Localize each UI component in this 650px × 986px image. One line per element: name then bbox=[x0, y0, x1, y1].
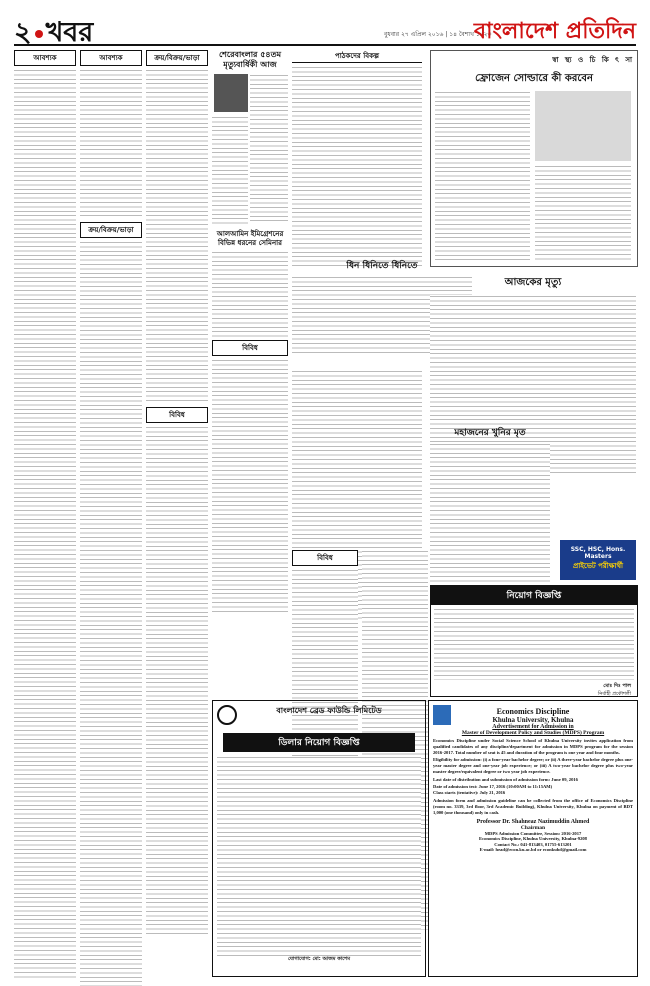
newspaper-logo: বাংলাদেশ প্রতিদিন bbox=[473, 18, 636, 44]
classified-text bbox=[146, 69, 208, 404]
red-dot-icon bbox=[35, 30, 43, 38]
feature-tabs: স্বা স্থ্য ও চি কি ৎ সা bbox=[552, 56, 634, 64]
shoulder-photo bbox=[535, 91, 631, 161]
page-date: বুধবার ২৭ এপ্রিল ২০১৬ | ১৪ বৈশাখ ১৪২৩ bbox=[384, 31, 492, 38]
classified-column-1 bbox=[14, 50, 76, 980]
classified-text bbox=[80, 241, 142, 986]
page-number: ২ খবর bbox=[14, 17, 94, 48]
obituary-text bbox=[212, 116, 248, 224]
obituary-title: শেরেবাংলার ৫৪তম মৃত্যুবার্ষিকী আজ bbox=[218, 50, 282, 69]
column-heading: আবশ্যক bbox=[80, 50, 142, 66]
company-logo-icon bbox=[217, 705, 237, 725]
column-heading: ক্রয়/বিক্রয়/ভাড়া bbox=[80, 222, 142, 238]
classified-text bbox=[14, 69, 76, 979]
job-ad: নিয়োগ বিজ্ঞপ্তি মোঃ দিঃ পাল নির্বাহী প্রকৌশলী bbox=[430, 585, 638, 697]
dealer-ad: বাংলাদেশ ব্রেড ফাউন্ডি লিমিটেড ডিলার নিয়োগ বিজ্ঞপ্তি যোগাযোগ: মো: আজম কাশেম bbox=[212, 700, 426, 977]
health-feature bbox=[430, 50, 638, 267]
news-story-4: আজকের মৃত্যু bbox=[430, 275, 636, 475]
news-story-2: ধিন ধিনিতে ধিনিতে bbox=[292, 258, 472, 368]
classified-column-3 bbox=[146, 50, 208, 930]
ssc-ad: SSC, HSC, Hons. Masters প্রাইভেট পরীক্ষার্থী bbox=[560, 540, 636, 580]
column-heading: বিবিধ bbox=[146, 407, 208, 423]
news-story-1: পাঠকদের বিকল্প bbox=[292, 50, 422, 270]
classified-column-2 bbox=[80, 50, 142, 980]
portrait-photo bbox=[214, 74, 248, 112]
column-heading: আবশ্যক bbox=[14, 50, 76, 66]
news-story-5: মহাজনের খুনির মৃত bbox=[430, 425, 550, 585]
page-header bbox=[14, 14, 636, 46]
classified-text bbox=[146, 426, 208, 936]
university-logo-icon bbox=[433, 705, 451, 725]
feature-title: ফ্রোজেন সোল্ডারে কী করবেন bbox=[475, 73, 593, 84]
obituary-text bbox=[250, 74, 288, 224]
classified-text bbox=[80, 69, 142, 219]
immigration-ad: আলআমিন ইমিগ্রেশনের বিভিন্ন ধরনের সেমিনার bbox=[212, 230, 288, 341]
university-ad: Economics Discipline Khulna University, Khulna Advertisement for Admission in Master of Development Policy and Studies (MDPS) Program Economics Discipline under Social Science School of Khulna University invites application from qualified candidates of any discipline/department for admission in MDPS program for the session 2016-2017. Total number of seat is 45 and duration of the program is one year and four months. Eligibility for admission: (i) a four-year bachelor degree; or (ii) A three-year bachelor degree plus one-year master degree and one-year job experience; or (iii) A two-year bachelor degree plus two-year master degree/equivalent degree or two year job experience. Last date of distribution and submission of admission form: June 09, 2016 Date of admission test: June 17, 2016 (10:00AM to 11:15AM) Class starts (tentative): July 21, 2016 Admission form and admission guideline can be collected from the office of Economics Discipline (room no. 3339, 3rd floor, 3rd Academic Building), Khulna University, Khulna on payment of BDT 1,000 (one thousand) only in cash. Professor Dr. Shahneaz Nazimuddin Ahmed Chairman MDPS Admission Committee, Session: 2016-2017 Economics Discipline, Khulna University, Khulna-9208 Contact No.: 041-813403, 01755-613201 E-mail: head@econ.ku.ac.bd or econkubd@gmail.com bbox=[428, 700, 638, 977]
bibidh-section: বিবিধ bbox=[212, 340, 288, 614]
column-heading: বিবিধ bbox=[292, 550, 358, 566]
column-heading: ক্রয়/বিক্রয়/ভাড়া bbox=[146, 50, 208, 66]
